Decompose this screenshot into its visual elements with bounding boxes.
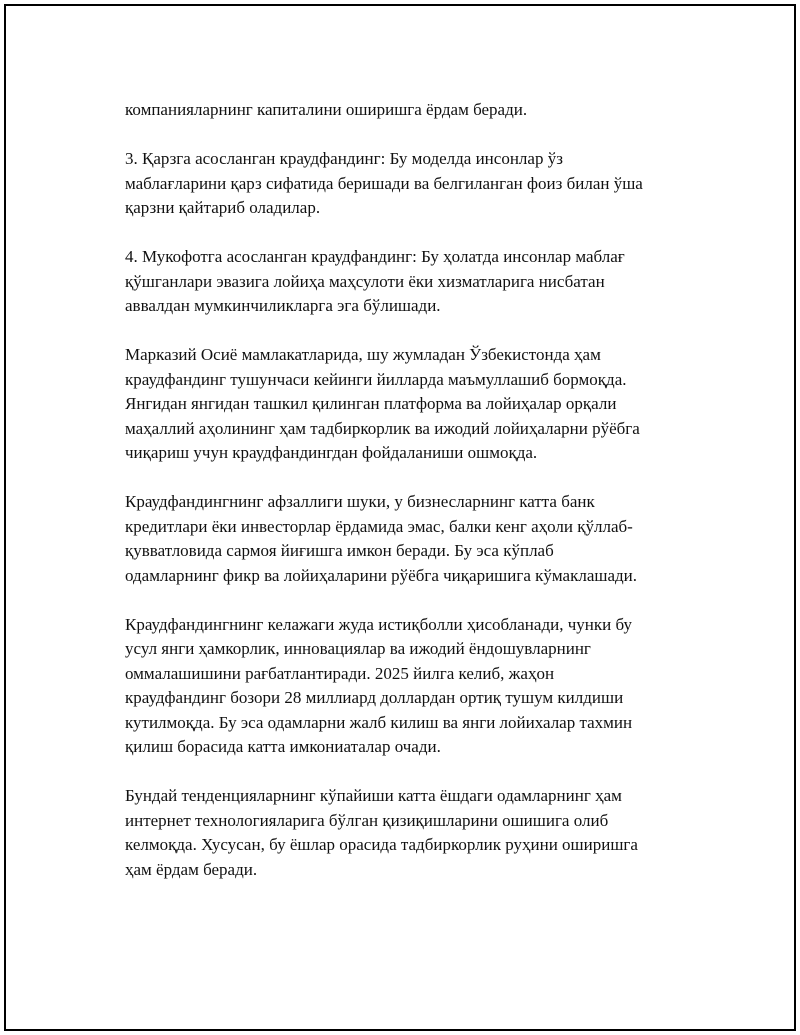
paragraph-7	[125, 784, 705, 882]
text-line: усул янги ҳамкорлик, инновациялар ва ижодий ёндошувларнинг	[125, 639, 591, 658]
text-line: краудфандинг тушунчаси кейинги йилларда маъмуллашиб бормоқда.	[125, 369, 627, 389]
text-line: кутилмоқда. Бу эса одамларни жалб килиш ва янги лойихалар тахмин	[125, 712, 633, 732]
text-line: қарзни қайтариб оладилар.	[125, 198, 321, 217]
paragraph-4	[125, 343, 705, 466]
paragraph-5	[125, 490, 705, 588]
text-line: аввалдан мумкинчиликларга эга бўлишади.	[125, 296, 441, 315]
text-line: Краудфандингнинг келажаги жуда истиқболли ҳисобланади, чунки бу	[125, 614, 632, 634]
text-line: кредитлари ёки инвесторлар ёрдамида эмас, балки кенг аҳоли қўллаб-	[125, 516, 633, 536]
page-frame	[4, 4, 796, 1031]
paragraph-3	[125, 245, 705, 319]
text-line: оммалашишини рағбатлантиради. 2025 йилга келиб, жаҳон	[125, 663, 555, 683]
paragraph-1	[125, 98, 705, 123]
text-line: чиқариш учун краудфандингдан фойдаланиши ошмоқда.	[125, 443, 538, 462]
document-body	[125, 98, 705, 907]
text-line: қилиш борасида катта имкониаталар очади.	[125, 737, 441, 756]
text-line: интернет технологияларига бўлган қизиқишларини ошишига олиб	[125, 810, 609, 830]
text-line: қувватловида сармоя йиғишга имкон беради. Бу эса кўплаб	[125, 541, 554, 560]
text-line: компанияларнинг капиталини оширишга ёрдам беради.	[125, 100, 528, 119]
text-line: маҳаллий аҳолининг ҳам тадбиркорлик ва ижодий лойиҳаларни рўёбга	[125, 418, 640, 438]
text-line: Янгидан янгидан ташкил қилинган платформа ва лойиҳалар орқали	[125, 394, 617, 413]
text-line: маблағларини қарз сифатида беришади ва белгиланган фоиз билан ўша	[125, 173, 643, 193]
text-line: ҳам ёрдам беради.	[125, 859, 258, 879]
text-line: 4. Мукофотга асосланган краудфандинг: Бу ҳолатда инсонлар маблағ	[125, 247, 625, 266]
paragraph-2	[125, 147, 705, 221]
text-line: одамларнинг фикр ва лойиҳаларини рўёбга чиқаришига кўмаклашади.	[125, 565, 638, 585]
text-line: краудфандинг бозори 28 миллиард доллардан ортиқ тушум килдиши	[125, 688, 624, 707]
text-line: Бундай тенденцияларнинг кўпайиши катта ёшдаги одамларнинг ҳам	[125, 786, 622, 805]
text-line: 3. Қарзга асосланган краудфандинг: Бу моделда инсонлар ўз	[125, 149, 563, 168]
text-line: қўшганлари эвазига лойиҳа маҳсулоти ёки хизматларига нисбатан	[125, 271, 605, 291]
text-line: Марказий Осиё мамлакатларида, шу жумладан Ўзбекистонда ҳам	[125, 345, 601, 364]
paragraph-6	[125, 613, 705, 760]
text-line: келмоқда. Хусусан, бу ёшлар орасида тадбиркорлик руҳини оширишга	[125, 835, 638, 854]
text-line: Краудфандингнинг афзаллиги шуки, у бизнесларнинг катта банк	[125, 492, 595, 511]
